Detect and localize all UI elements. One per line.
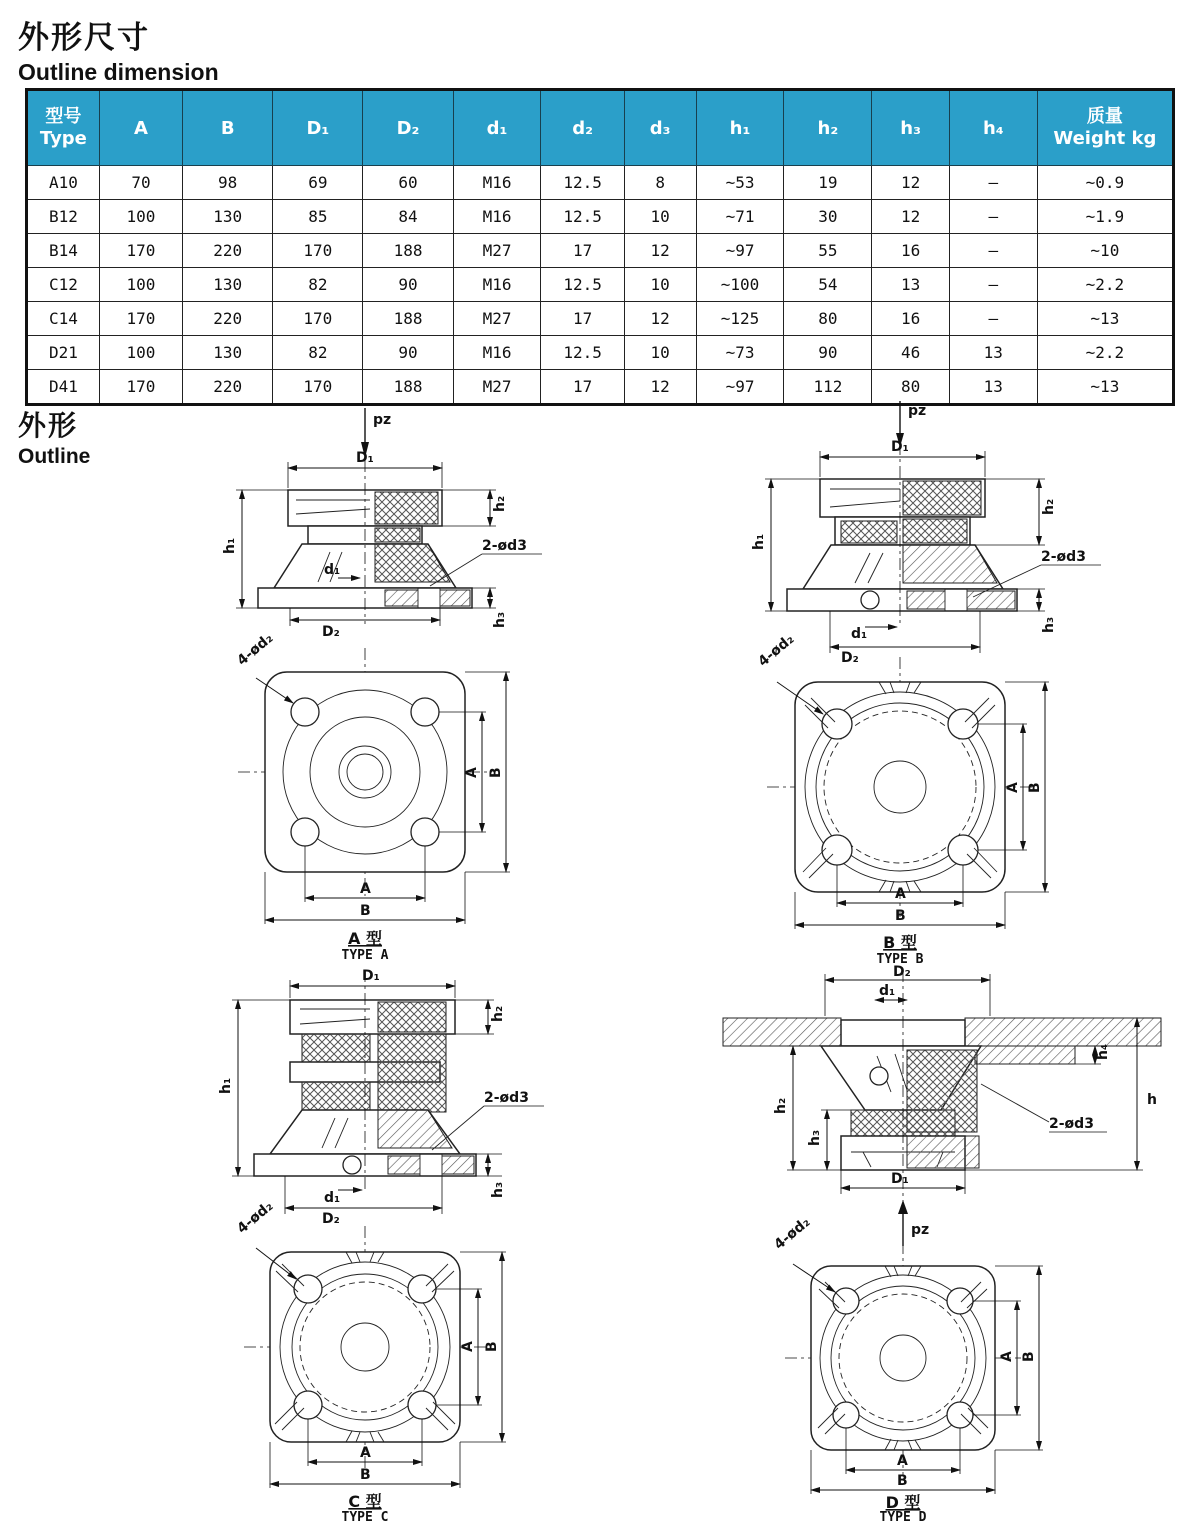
- table-cell: 17: [541, 234, 624, 268]
- d1-label: d₁: [324, 562, 341, 578]
- table-row: [27, 268, 1174, 302]
- table-cell: —: [949, 302, 1037, 336]
- pz-arrow-icon: [898, 1200, 908, 1214]
- type-a-section: [222, 408, 542, 640]
- table-cell: ~1.9: [1037, 200, 1173, 234]
- h1-label: h₁: [222, 537, 238, 554]
- table-cell: M16: [453, 268, 541, 302]
- D2-label: D₂: [322, 1211, 340, 1227]
- col-h4: h₄: [949, 90, 1037, 166]
- h3-label: h₃: [1041, 616, 1057, 633]
- holes2-label: 2-ød3: [1049, 1116, 1094, 1132]
- table-cell: ~2.2: [1037, 268, 1173, 302]
- table-cell: 16: [872, 302, 950, 336]
- table-cell: 90: [363, 336, 453, 370]
- table-cell: 13: [949, 370, 1037, 405]
- table-cell: 90: [784, 336, 872, 370]
- table-cell: 46: [872, 336, 950, 370]
- plan-B-label: B: [484, 1341, 500, 1352]
- D1-label: D₁: [891, 439, 909, 455]
- table-cell: 188: [363, 234, 453, 268]
- table-cell: M16: [453, 166, 541, 200]
- page-title-en: Outline dimension: [18, 59, 219, 85]
- col-weight: [1037, 90, 1173, 166]
- pz-label: pz: [373, 412, 392, 428]
- type-a-caption-cn: A 型: [348, 929, 382, 948]
- col-D1: D₁: [273, 90, 363, 166]
- plan-B-bottom-label: B: [360, 1467, 371, 1483]
- table-cell: 69: [273, 166, 363, 200]
- table-cell: ~100: [696, 268, 784, 302]
- D1-label: D₁: [356, 450, 374, 466]
- type-c-section: [218, 968, 544, 1227]
- col-type: [27, 90, 100, 166]
- h4-label: h₄: [1095, 1043, 1111, 1060]
- table-cell: —: [949, 234, 1037, 268]
- table-cell: 188: [363, 302, 453, 336]
- table-cell: 10: [624, 336, 696, 370]
- holes4-label: 4-ød₂: [234, 1198, 277, 1238]
- col-D2: D₂: [363, 90, 453, 166]
- table-cell: 30: [784, 200, 872, 234]
- d1-label: d₁: [324, 1190, 341, 1206]
- h3-label: h₃: [490, 1181, 506, 1198]
- table-cell: 170: [273, 234, 363, 268]
- type-d-plan: [771, 1214, 1043, 1494]
- table-row: [27, 234, 1174, 268]
- col-type-cn: 型号: [45, 105, 82, 127]
- type-d-section: [723, 964, 1161, 1246]
- table-cell: 220: [183, 370, 273, 405]
- col-weight-cn: 质量: [1086, 105, 1123, 127]
- table-cell: D41: [27, 370, 100, 405]
- table-cell: 170: [273, 302, 363, 336]
- plan-B-bottom-label: B: [895, 908, 906, 924]
- table-cell: 90: [363, 268, 453, 302]
- table-cell: 130: [183, 200, 273, 234]
- section-heading-en: Outline: [18, 445, 91, 468]
- D1-label: D₁: [891, 1171, 909, 1187]
- table-cell: B14: [27, 234, 100, 268]
- h2-label: h₂: [773, 1097, 789, 1114]
- D2-label: D₂: [322, 624, 340, 640]
- type-d-drawing: [645, 962, 1200, 1522]
- page-title-cn: 外形尺寸: [18, 20, 150, 55]
- table-cell: 82: [273, 336, 363, 370]
- plan-A-bottom-label: A: [360, 881, 371, 897]
- table-cell: ~2.2: [1037, 336, 1173, 370]
- table-cell: B12: [27, 200, 100, 234]
- h2-label: h₂: [1041, 498, 1057, 515]
- type-c-plan: [234, 1198, 506, 1488]
- d1-label: d₁: [879, 983, 896, 999]
- table-cell: 84: [363, 200, 453, 234]
- outline-dimension-table: [25, 88, 1175, 406]
- table-cell: 10: [624, 200, 696, 234]
- plan-A-label: A: [460, 1341, 476, 1352]
- holes4-label: 4-ød₂: [755, 631, 798, 671]
- table-cell: C14: [27, 302, 100, 336]
- plan-B-label: B: [488, 767, 504, 778]
- type-a-plan: [234, 630, 510, 924]
- table-cell: 16: [872, 234, 950, 268]
- table-cell: 82: [273, 268, 363, 302]
- holes4-label: 4-ød₂: [771, 1214, 814, 1254]
- table-row: [27, 166, 1174, 200]
- table-cell: 98: [183, 166, 273, 200]
- section-heading-cn: 外形: [18, 410, 79, 441]
- table-row: [27, 302, 1174, 336]
- table-header: [27, 90, 1174, 166]
- plan-A-bottom-label: A: [360, 1445, 371, 1461]
- plan-A-bottom-label: A: [897, 1453, 908, 1469]
- table-cell: ~53: [696, 166, 784, 200]
- col-h2: h₂: [784, 90, 872, 166]
- table-cell: 60: [363, 166, 453, 200]
- table-cell: 12: [624, 234, 696, 268]
- h3-label: h₃: [807, 1129, 823, 1146]
- table-cell: 130: [183, 268, 273, 302]
- table-cell: 55: [784, 234, 872, 268]
- table-cell: 17: [541, 370, 624, 405]
- page-title: [18, 12, 219, 86]
- table-cell: ~125: [696, 302, 784, 336]
- table-cell: 170: [99, 302, 182, 336]
- h1-label: h₁: [218, 1077, 234, 1094]
- type-b-section: [751, 401, 1101, 666]
- table-cell: 12.5: [541, 200, 624, 234]
- table-cell: M16: [453, 200, 541, 234]
- table-cell: 100: [99, 336, 182, 370]
- table-cell: 220: [183, 302, 273, 336]
- type-c-drawing: [130, 962, 630, 1522]
- type-c-caption-cn: C 型: [348, 1492, 382, 1511]
- table-cell: 12: [624, 370, 696, 405]
- table-cell: 12.5: [541, 268, 624, 302]
- table-cell: M27: [453, 234, 541, 268]
- table-cell: 100: [99, 268, 182, 302]
- col-d1: d₁: [453, 90, 541, 166]
- h2-label: h₂: [492, 495, 508, 512]
- table-cell: 8: [624, 166, 696, 200]
- table-cell: 170: [99, 234, 182, 268]
- table-cell: 220: [183, 234, 273, 268]
- table-cell: ~71: [696, 200, 784, 234]
- h1-label: h₁: [751, 533, 767, 550]
- type-b-plan: [755, 631, 1049, 929]
- col-A: A: [99, 90, 182, 166]
- table-cell: M27: [453, 302, 541, 336]
- type-a-caption-en: TYPE A: [341, 948, 389, 960]
- table-cell: 170: [273, 370, 363, 405]
- table-cell: ~97: [696, 234, 784, 268]
- table-cell: D21: [27, 336, 100, 370]
- col-d2: d₂: [541, 90, 624, 166]
- type-d-caption-en: TYPE D: [879, 1510, 927, 1522]
- table-cell: 70: [99, 166, 182, 200]
- type-d-caption-cn: D 型: [885, 1493, 921, 1512]
- table-cell: —: [949, 268, 1037, 302]
- plan-B-bottom-label: B: [897, 1473, 908, 1489]
- col-h3: h₃: [872, 90, 950, 166]
- table-cell: —: [949, 166, 1037, 200]
- D2-label: D₂: [893, 964, 911, 980]
- pz-label: pz: [908, 403, 927, 419]
- table-cell: 10: [624, 268, 696, 302]
- h3-label: h₃: [492, 611, 508, 628]
- table-cell: ~10: [1037, 234, 1173, 268]
- table-header-row: [27, 90, 1174, 166]
- col-weight-en: Weight kg: [1053, 128, 1157, 149]
- plan-A-label: A: [999, 1351, 1015, 1362]
- type-b-caption-en: TYPE B: [876, 952, 924, 965]
- type-a-drawing: [130, 402, 630, 960]
- d1-label: d₁: [851, 626, 868, 642]
- col-h1: h₁: [696, 90, 784, 166]
- table-row: [27, 336, 1174, 370]
- plan-B-label: B: [1021, 1351, 1037, 1362]
- table-cell: 13: [949, 336, 1037, 370]
- section-heading: [18, 404, 90, 469]
- table-cell: 17: [541, 302, 624, 336]
- col-type-en: Type: [39, 128, 87, 149]
- h2-label: h₂: [490, 1005, 506, 1022]
- table-cell: ~97: [696, 370, 784, 405]
- table-cell: 12: [872, 200, 950, 234]
- holes2-label: 2-ød3: [482, 538, 527, 554]
- table-cell: ~0.9: [1037, 166, 1173, 200]
- type-c-caption-en: TYPE C: [341, 1510, 389, 1522]
- table-cell: 80: [784, 302, 872, 336]
- plan-A-label: A: [1005, 782, 1021, 793]
- table-cell: 12.5: [541, 336, 624, 370]
- table-cell: 13: [872, 268, 950, 302]
- table-cell: —: [949, 200, 1037, 234]
- holes2-label: 2-ød3: [484, 1090, 529, 1106]
- table-cell: 130: [183, 336, 273, 370]
- h-label: h: [1147, 1092, 1157, 1108]
- table-cell: 188: [363, 370, 453, 405]
- table-cell: A10: [27, 166, 100, 200]
- table-cell: 170: [99, 370, 182, 405]
- col-B: B: [183, 90, 273, 166]
- table-row: [27, 200, 1174, 234]
- plan-A-label: A: [464, 767, 480, 778]
- plan-B-label: B: [1027, 782, 1043, 793]
- pz-label: pz: [911, 1222, 930, 1238]
- holes4-label: 4-ød₂: [234, 630, 277, 670]
- D1-label: D₁: [362, 968, 380, 984]
- table-cell: 12: [872, 166, 950, 200]
- table-cell: 112: [784, 370, 872, 405]
- plan-B-bottom-label: B: [360, 903, 371, 919]
- table-cell: ~13: [1037, 370, 1173, 405]
- holes2-label: 2-ød3: [1041, 549, 1086, 565]
- table-cell: 100: [99, 200, 182, 234]
- table-cell: ~73: [696, 336, 784, 370]
- D2-label: D₂: [841, 650, 859, 666]
- table-cell: 85: [273, 200, 363, 234]
- table-cell: M16: [453, 336, 541, 370]
- type-b-drawing: [645, 395, 1200, 965]
- table-cell: M27: [453, 370, 541, 405]
- table-cell: 12.5: [541, 166, 624, 200]
- table-cell: ~13: [1037, 302, 1173, 336]
- table-cell: 80: [872, 370, 950, 405]
- table-cell: 54: [784, 268, 872, 302]
- type-b-caption-cn: B 型: [883, 933, 917, 952]
- table-body: [27, 166, 1174, 405]
- col-d3: d₃: [624, 90, 696, 166]
- plan-A-bottom-label: A: [895, 886, 906, 902]
- table-cell: C12: [27, 268, 100, 302]
- table-cell: 19: [784, 166, 872, 200]
- table-cell: 12: [624, 302, 696, 336]
